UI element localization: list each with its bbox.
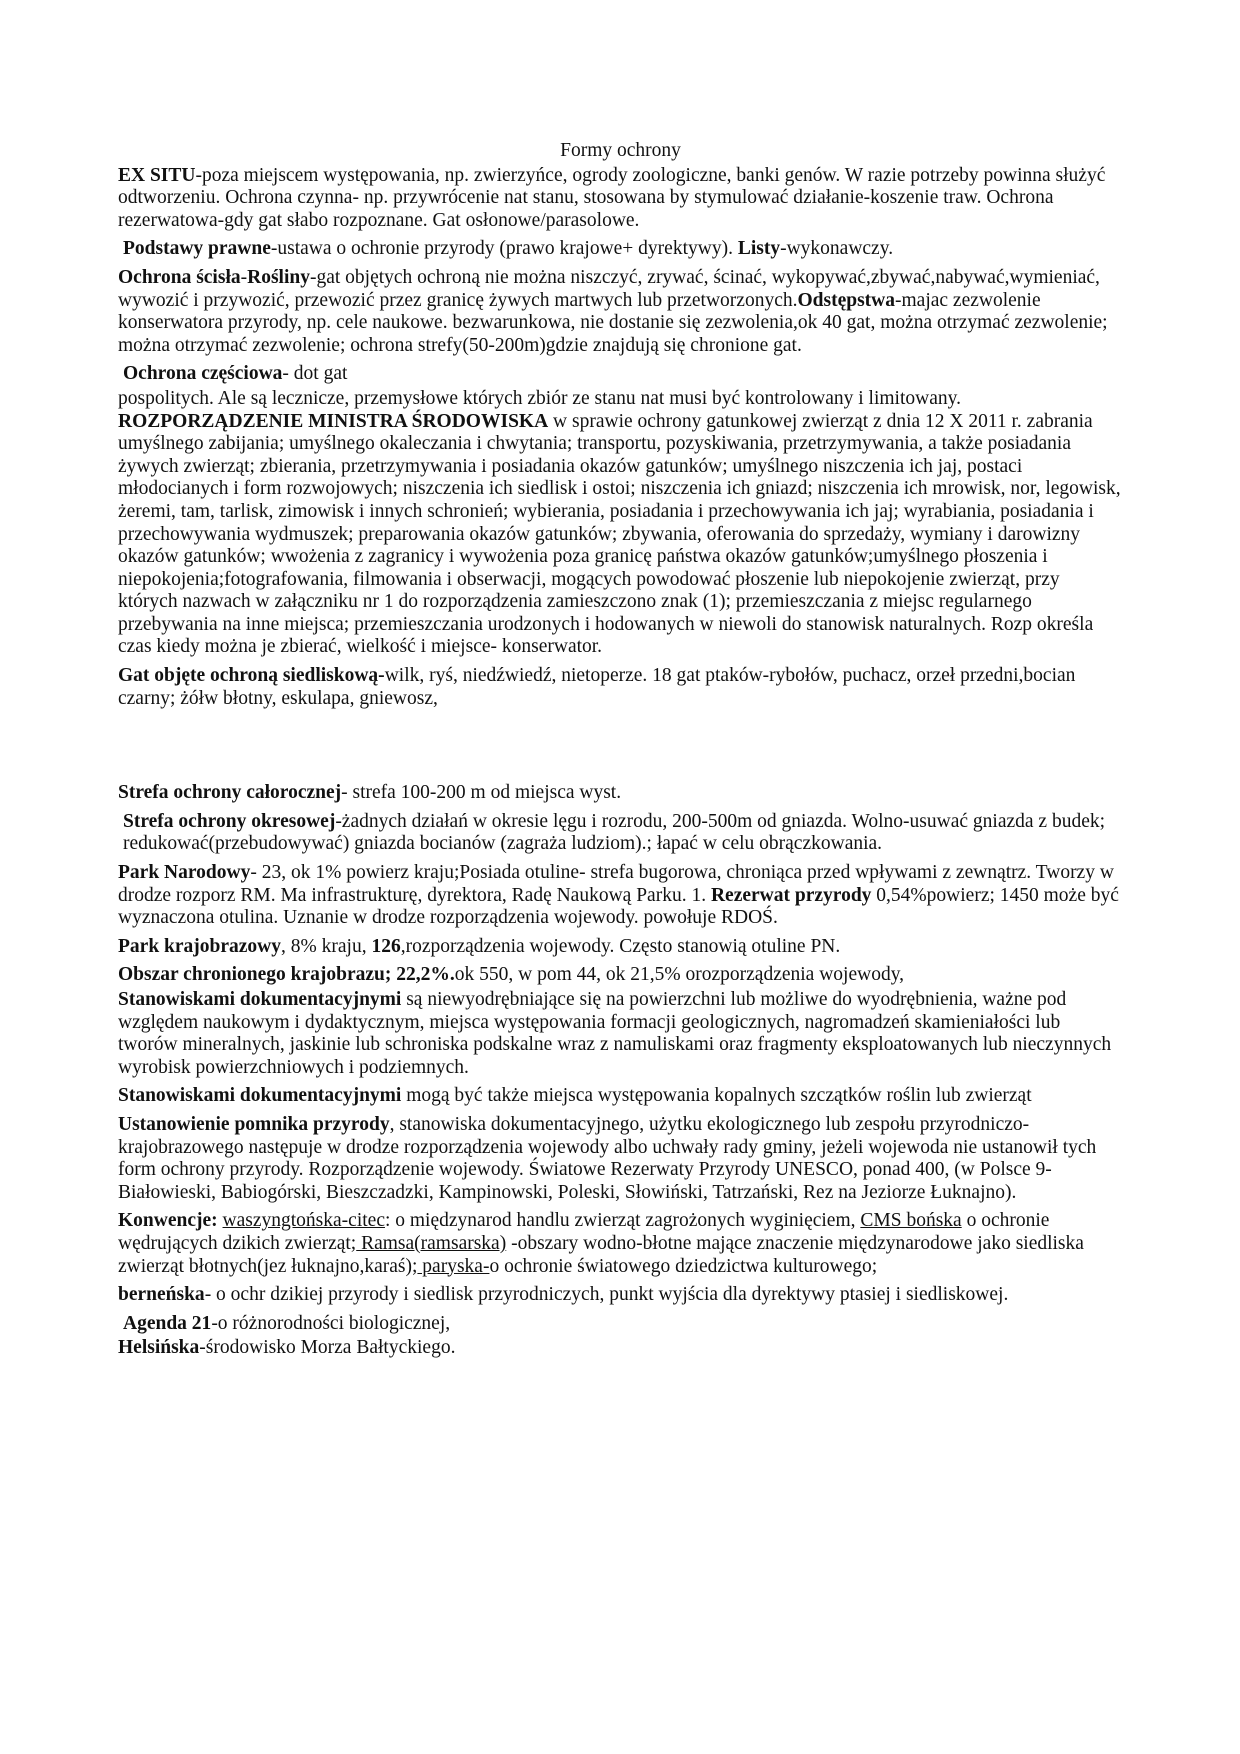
document-title: Formy ochrony (560, 140, 681, 161)
paragraph-ex-situ: EX SITU-poza miejscem występowania, np. zwierzyńce, ogrody zoologiczne, banki genów. W razie potrzeby powinna służyć odtworzeniu. Ochrona czynna- np. przywrócenie nat stanu, stosowana by stymulować działanie-koszenie traw. Ochrona rezerwatowa-gdy gat słabo rozpoznane. Gat osłonowe/parasolowe. (118, 164, 1106, 231)
paragraph-year-round-zone: Strefa ochrony całorocznej- strefa 100-200 m od miejsca wyst. (118, 782, 622, 804)
blank-space (118, 716, 1123, 782)
paragraph-regulation: pospolitych. Ale są lecznicze, przemysłowe których zbiór ze stanu nat musi być kontrolowany i limitowany. ROZPORZĄDZENIE MINISTRA ŚRODOWISKA w sprawie ochrony gatunkowej zwierząt z dnia 12 X 2011 r. zabrania umyślnego zabijania; umyślnego okaleczania i chwytania; transportu, pozyskiwania, przetrzymywania, a także posiadania żywych zwierząt; zbierania, przetrzymywania i posiadania okazów gatunków; umyślnego niszczenia ich jaj, postaci młodocianych i form rozwojowych; niszczenia ich siedlisk i ostoi; niszczenia ich gniazd; niszczenia ich mrowisk, nor, legowisk, żeremi, tam, tarlisk, zimowisk i innych schronień; wybierania, posiadania i przechowywania ich jaj; wyrabiania, posiadania i przechowywania wydmuszek; preparowania okazów gatunków; zbywania, oferowania do sprzedaży, wymiany i darowizny okazów gatunków; wwożenia z zagranicy i wywożenia poza granicę państwa okazów gatunków;umyślnego płoszenia i niepokojenia;fotografowania, filmowania i obserwacji, mogących powodować płoszenie lub niepokojenie zwierząt, przy których nazwach w załączniku nr 1 do rozporządzenia zamieszczono znak (1); przemieszczania z miejsc regularnego przebywania na inne miejsca; przemieszczania urodzonych i hodowanych w niewoli do stanowisk naturalnych. Rozp określa czas kiedy można je zbierać, wielkość i miejsce- konserwator. (118, 387, 1121, 658)
paragraph-helsinki: Helsińska-środowisko Morza Bałtyckiego. (118, 1337, 456, 1359)
paragraph-national-park: Park Narodowy- 23, ok 1% powierz kraju;Posiada otuline- strefa bugorowa, chroniąca przed wpływami z zewnątrz. Tworzy w drodze rozporz RM. Ma infrastrukturę, dyrektora, Radę Naukową Parku. 1. Rezerwat przyrody 0,54%powierz; 1450 może być wyznaczona otulina. Uznanie w drodze rozporządzenia wojewody. powołuje RDOŚ. (118, 862, 1119, 929)
paragraph-strict-protection: Ochrona ścisła-Rośliny-gat objętych ochroną nie można niszczyć, zrywać, ścinać, wykopywać,zbywać,nabywać,wymieniać, wywozić i przywozić, przewozić przez granicę żywych martwych lub przetworzonych.Odstępstwa-majac zezwolenie konserwatora przyrody, np. cele naukowe. bezwarunkowa, nie dostanie się zezwolenia,ok 40 gat, można otrzymać zezwolenie; można otrzymać zezwolenie; ochrona strefy(50-200m)gdzie znajdują się chronione gat. (118, 266, 1108, 356)
document-page (118, 140, 1123, 1366)
paragraph-conventions: Konwencje: waszyngtońska-citec: o międzynarod handlu zwierząt zagrożonych wyginięciem, CMS bońska o ochronie wędrujących dzikich zwierząt; Ramsa(ramsarska) -obszary wodno-błotne mające znaczenie międzynarodowe jako siedliska zwierząt błotnych(jez łuknajno,karaś); paryska-o ochronie światowego dziedzictwa kulturowego; (118, 1210, 1084, 1277)
paragraph-protected-landscape: Obszar chronionego krajobrazu; 22,2%.ok 550, w pom 44, ok 21,5% orozporządzenia wojewody, (118, 964, 905, 986)
paragraph-documentation-sites: Stanowiskami dokumentacyjnymi są niewyodrębniające się na powierzchni lub możliwe do wyodrębnienia, ważne pod względem naukowym i dydaktycznym, miejsca występowania formacji geologicznych, nagromadzeń skamieniałości lub tworów mineralnych, jaskinie lub schroniska podskalne wraz z namuliskami oraz fragmenty eksploatowanych lub nieczynnych wyrobisk powierzchniowych i podziemnych. (118, 989, 1112, 1078)
paragraph-seasonal-zone: Strefa ochrony okresowej-żadnych działań w okresie lęgu i rozrodu, 200-500m od gniazda. Wolno-usuwać gniazda z budek; redukować(przebudowywać) gniazda bocianów (zagraża ludziom).; łapać w celu obrączkowania. (123, 810, 1106, 855)
paragraph-bern: berneńska- o ochr dzikiej przyrody i siedlisk przyrodniczych, punkt wyjścia dla dyrektywy ptasiej i siedliskowej. (118, 1284, 1009, 1306)
paragraph-legal-basis: Podstawy prawne-ustawa o ochronie przyrody (prawo krajowe+ dyrektywy). Listy-wykonawczy. (123, 238, 894, 260)
paragraph-partial-protection: Ochrona częściowa- dot gat (123, 363, 348, 385)
paragraph-landscape-park: Park krajobrazowy, 8% kraju, 126,rozporządzenia wojewody. Często stanowią otuline PN. (118, 935, 841, 957)
paragraph-natural-monument: Ustanowienie pomnika przyrody, stanowiska dokumentacyjnego, użytku ekologicznego lub zespołu przyrodniczo-krajobrazowego następuje w drodze rozporządzenia wojewody albo uchwały rady gminy, jeżeli wojewoda nie ustanowił tych form ochrony przyrody. Rozporządzenie wojewody. Światowe Rezerwaty Przyrody UNESCO, ponad 400, (w Polsce 9- Białowieski, Babiogórski, Bieszczadzki, Kampinowski, Poleski, Słowiński, Tatrzański, Rez na Jeziorze Łuknajno). (118, 1113, 1097, 1203)
paragraph-documentation-sites-fossils: Stanowiskami dokumentacyjnymi mogą być także miejsca występowania kopalnych szczątków roślin lub zwierząt (118, 1085, 1032, 1107)
paragraph-agenda21: Agenda 21-o różnorodności biologicznej, (123, 1312, 451, 1334)
paragraph-habitat-protection: Gat objęte ochroną siedliskową-wilk, ryś, niedźwiedź, nietoperze. 18 gat ptaków-rybołów, puchacz, orzeł przedni,bocian czarny; żółw błotny, eskulapa, gniewosz, (118, 665, 1076, 709)
